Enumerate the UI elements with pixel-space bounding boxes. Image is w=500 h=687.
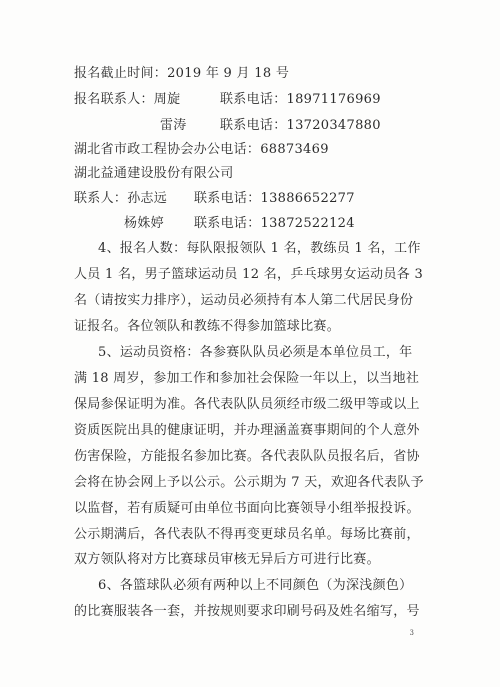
contact-person-1: 报名联系人：周旋 [74,92,181,107]
company-contact-2: 杨姝婷 [124,216,164,231]
association-office-phone: 湖北省市政工程协会办公电话：68873469 [74,142,329,157]
paragraph-4-line-1: 4、报名人数：每队限报领队 1 名，教练员 1 名，工作 [98,241,421,256]
contact-phone-1: 联系电话：18971176969 [220,92,381,107]
paragraph-4-line-4: 证报名。各位领队和教练不得参加篮球比赛。 [74,319,341,334]
paragraph-5-line-3: 保局参保证明为准。各代表队队员须经市级二级甲等或以上 [74,397,420,412]
company-phone-2: 联系电话：13872522124 [194,216,355,231]
contact-person-2: 雷涛 [160,118,187,133]
paragraph-5-line-1: 5、运动员资格：各参赛队队员必须是本单位员工，年 [98,345,413,360]
paragraph-5-line-8: 公示期满后，各代表队不得再变更球员名单。每场比赛前， [74,527,420,542]
company-contact-1: 联系人：孙志远 [74,191,168,206]
paragraph-5-line-2: 满 18 周岁，参加工作和参加社会保险一年以上，以当地社 [74,371,420,386]
paragraph-5-line-6: 会将在协会网上予以公示。公示期为 7 天，欢迎各代表队予 [74,475,424,490]
company-phone-1: 联系电话：13886652277 [194,191,355,206]
paragraph-6-line-2: 的比赛服装各一套，并按规则要求印刷号码及姓名缩写，号 [74,604,420,619]
paragraph-5-line-5: 伤害保险，方能报名参加比赛。各代表队队员报名后，省协 [74,449,420,464]
paragraph-5-line-4: 资质医院出具的健康证明，并办理涵盖赛事期间的个人意外 [74,423,420,438]
paragraph-6-line-1: 6、各篮球队必须有两种以上不同颜色（为深浅颜色） [98,578,413,593]
company-name: 湖北益通建设股份有限公司 [74,166,234,181]
paragraph-4-line-2: 人员 1 名，男子篮球运动员 12 名，乒乓球男女运动员各 3 [74,267,424,282]
contact-phone-2: 联系电话：13720347880 [220,118,381,133]
paragraph-5-line-9: 双方领队将对方比赛球员审核无异后方可进行比赛。 [74,552,380,567]
paragraph-5-line-7: 以监督，若有质疑可由单位书面向比赛领导小组举报投诉。 [74,501,420,516]
paragraph-4-line-3: 名（请按实力排序），运动员必须持有本人第二代居民身份 [74,293,414,308]
registration-deadline: 报名截止时间：2019 年 9 月 18 号 [74,66,290,81]
page-number: 3 [409,629,414,637]
